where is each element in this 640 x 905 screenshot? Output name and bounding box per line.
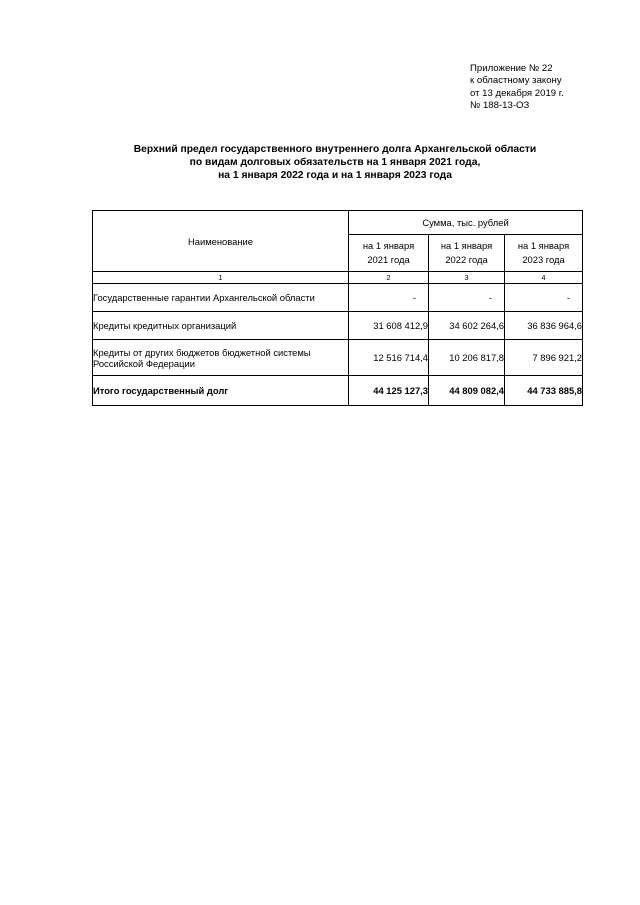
header-name-cell bbox=[93, 211, 349, 272]
title-line: по видам долговых обязательств на 1 января 2021 года, bbox=[189, 157, 481, 168]
appendix-line: от 13 декабря 2019 г. bbox=[470, 87, 564, 99]
year-header-1 bbox=[349, 235, 429, 272]
debt-table bbox=[92, 210, 583, 406]
appendix-note bbox=[470, 63, 630, 112]
year-header-line: на 1 января bbox=[517, 240, 570, 251]
year-header-line: на 1 января bbox=[440, 240, 493, 251]
appendix-line: к областному закону bbox=[470, 75, 562, 87]
title-line: Верхний предел государственного внутреннего долга Архангельской области bbox=[133, 144, 537, 155]
value-dash: - bbox=[566, 292, 570, 303]
index-cell: 3 bbox=[429, 272, 505, 284]
index-cell: 2 bbox=[349, 272, 429, 284]
row-value bbox=[505, 284, 583, 312]
index-row bbox=[93, 272, 583, 284]
appendix-line: № 188-13-ОЗ bbox=[470, 99, 530, 111]
row-value bbox=[429, 284, 505, 312]
row-value: 31 608 412,9 bbox=[349, 312, 429, 340]
index-cell: 4 bbox=[505, 272, 583, 284]
total-name: Итого государственный долг bbox=[93, 376, 349, 406]
row-name: Кредиты кредитных организаций bbox=[93, 312, 349, 340]
total-value: 44 125 127,3 bbox=[349, 376, 429, 406]
total-value: 44 809 082,4 bbox=[429, 376, 505, 406]
row-value: 34 602 264,6 bbox=[429, 312, 505, 340]
header-sum: Сумма, тыс. рублей bbox=[422, 217, 509, 228]
table-row bbox=[93, 284, 583, 312]
year-header-line: 2022 года bbox=[445, 254, 488, 265]
year-header-line: на 1 января bbox=[362, 240, 415, 251]
year-header-2 bbox=[429, 235, 505, 272]
row-value bbox=[349, 284, 429, 312]
document-title bbox=[90, 143, 580, 182]
year-header-line: 2021 года bbox=[367, 254, 410, 265]
total-row bbox=[93, 376, 583, 406]
value-dash: - bbox=[488, 292, 492, 303]
header-row bbox=[93, 211, 583, 235]
value-dash: - bbox=[412, 292, 416, 303]
header-name: Наименование bbox=[188, 235, 253, 247]
year-header-line: 2023 года bbox=[522, 254, 565, 265]
table-row bbox=[93, 312, 583, 340]
row-name: Кредиты от других бюджетов бюджетной системы Российской Федерации bbox=[93, 340, 349, 376]
total-value: 44 733 885,8 bbox=[505, 376, 583, 406]
index-cell: 1 bbox=[93, 272, 349, 284]
row-value: 10 206 817,8 bbox=[429, 340, 505, 376]
row-value: 12 516 714,4 bbox=[349, 340, 429, 376]
header-sum-cell bbox=[349, 211, 583, 235]
title-line: на 1 января 2022 года и на 1 января 2023 года bbox=[218, 170, 452, 181]
row-value: 7 896 921,2 bbox=[505, 340, 583, 376]
row-value: 36 836 964,6 bbox=[505, 312, 583, 340]
appendix-line: Приложение № 22 bbox=[470, 63, 553, 74]
table-row bbox=[93, 340, 583, 376]
row-name: Государственные гарантии Архангельской области bbox=[93, 284, 349, 312]
year-header-3 bbox=[505, 235, 583, 272]
